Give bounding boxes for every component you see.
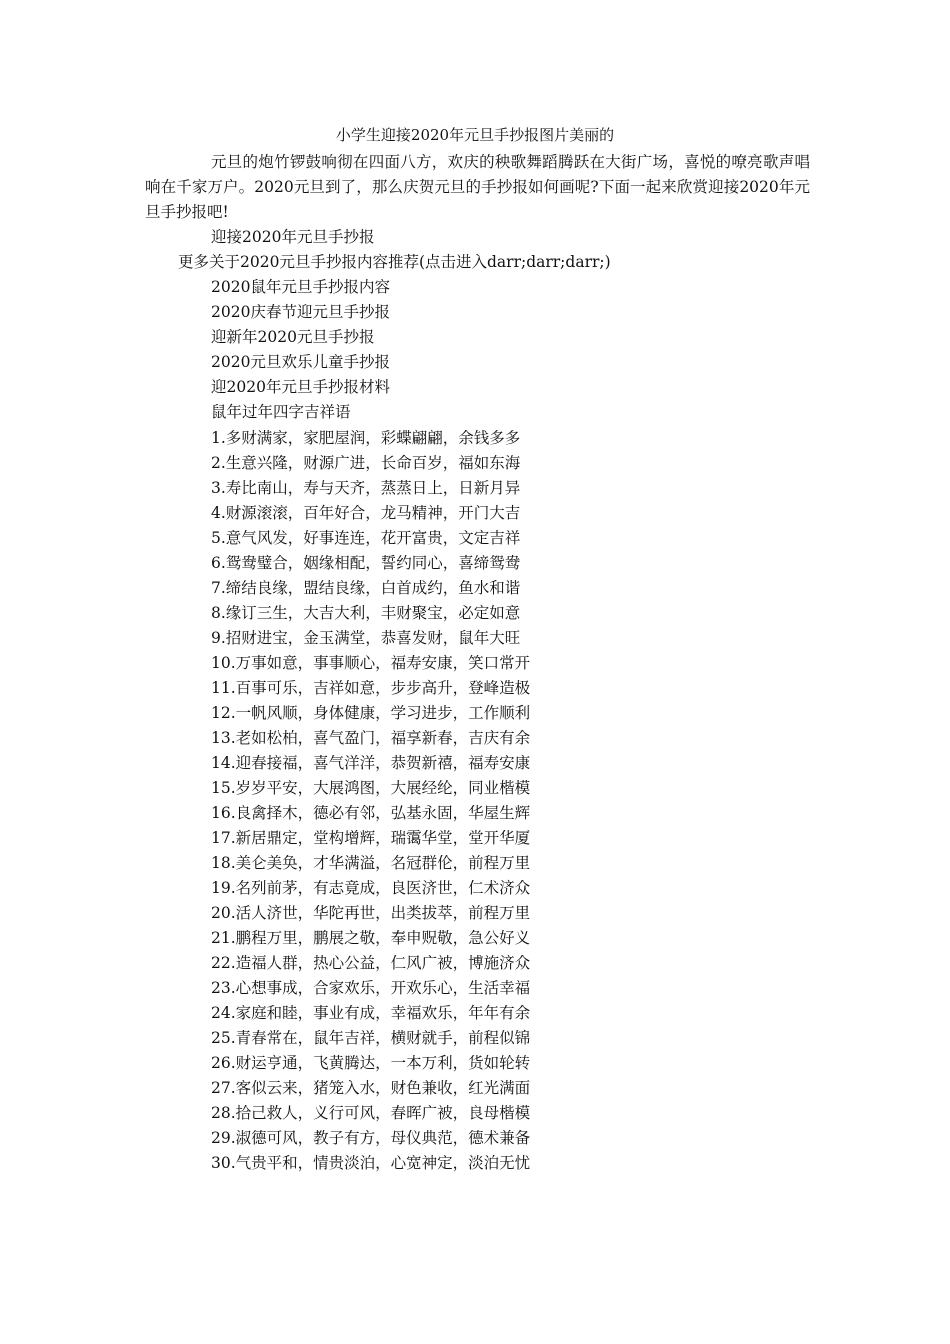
blessing-item: 7.缔结良缘，盟结良缘，白首成约，鱼水和谐 [211, 579, 521, 597]
related-link-1[interactable]: 2020鼠年元旦手抄报内容 [211, 278, 390, 296]
blessing-item: 10.万事如意，事事顺心，福寿安康，笑口常开 [211, 654, 531, 672]
blessing-item: 30.气贵平和，情贵淡泊，心宽神定，淡泊无忧 [211, 1154, 531, 1172]
intro-paragraph: 元旦的炮竹锣鼓响彻在四面八方，欢庆的秧歌舞蹈腾跃在大街广场，喜悦的嘹亮歌声唱响在千家万户。2020元旦到了，那么庆贺元旦的手抄报如何画呢?下面一起来欣赏迎接2020年元旦手抄报吧! [145, 153, 810, 221]
blessing-item: 20.活人济世，华陀再世，出类拔萃，前程万里 [211, 904, 531, 922]
blessing-item: 17.新居鼎定，堂构增辉，瑞霭华堂，堂开华厦 [211, 829, 531, 847]
blessing-item: 21.鹏程万里，鹏展之敬，奉申贶敬，急公好义 [211, 929, 531, 947]
blessing-item: 1.多财满家，家肥屋润，彩蝶翩翩，余钱多多 [211, 429, 521, 447]
more-recommendations-label: 更多关于2020元旦手抄报内容推荐(点击进入darr;darr;darr;) [178, 253, 611, 271]
blessing-item: 3.寿比南山，寿与天齐，蒸蒸日上，日新月异 [211, 479, 521, 497]
blessing-item: 13.老如松柏，喜气盈门，福享新春，吉庆有余 [211, 729, 531, 747]
related-link-5[interactable]: 迎2020年元旦手抄报材料 [211, 378, 390, 396]
blessing-item: 12.一帆风顺，身体健康，学习进步，工作顺利 [211, 704, 531, 722]
related-link-3[interactable]: 迎新年2020元旦手抄报 [211, 328, 375, 346]
blessing-item: 24.家庭和睦，事业有成，幸福欢乐，年年有余 [211, 1004, 531, 1022]
blessing-item: 11.百事可乐，吉祥如意，步步高升，登峰造极 [211, 679, 531, 697]
blessing-item: 2.生意兴隆，财源广进，长命百岁，福如东海 [211, 454, 521, 472]
blessing-item: 26.财运亨通，飞黄腾达，一本万利，货如轮转 [211, 1054, 531, 1072]
blessing-item: 27.客似云来，猪笼入水，财色兼收，红光满面 [211, 1079, 531, 1097]
heading-newyear-poster: 迎接2020年元旦手抄报 [211, 228, 375, 246]
blessing-item: 29.淑德可风，教子有方，母仪典范，德术兼备 [211, 1129, 531, 1147]
blessing-item: 16.良禽择木，德必有邻，弘基永固，华屋生辉 [211, 804, 531, 822]
blessing-item: 14.迎春接福，喜气洋洋，恭贺新禧，福寿安康 [211, 754, 531, 772]
blessing-item: 9.招财进宝，金玉满堂，恭喜发财，鼠年大旺 [211, 629, 521, 647]
blessing-item: 4.财源滚滚，百年好合，龙马精神，开门大吉 [211, 504, 521, 522]
blessings-list [211, 426, 530, 1176]
section-heading: 鼠年过年四字吉祥语 [211, 403, 351, 421]
blessing-item: 18.美仑美奂，才华满溢，名冠群伦，前程万里 [211, 854, 531, 872]
blessing-item: 22.造福人群，热心公益，仁风广被，博施济众 [211, 954, 531, 972]
blessing-item: 5.意气风发，好事连连，花开富贵，文定吉祥 [211, 529, 521, 547]
blessing-item: 6.鸳鸯璧合，姻缘相配，誓约同心，喜缔鸳鸯 [211, 554, 521, 572]
blessing-item: 15.岁岁平安，大展鸿图，大展经纶，同业楷模 [211, 779, 531, 797]
document-title: 小学生迎接2020年元旦手抄报图片美丽的 [335, 126, 615, 144]
blessing-item: 23.心想事成，合家欢乐，开欢乐心，生活幸福 [211, 979, 531, 997]
blessing-item: 19.名列前茅，有志竟成，良医济世，仁术济众 [211, 879, 531, 897]
related-link-2[interactable]: 2020庆春节迎元旦手抄报 [211, 303, 390, 321]
blessing-item: 25.青春常在，鼠年吉祥，横财就手，前程似锦 [211, 1029, 531, 1047]
blessing-item: 8.缘订三生，大吉大利，丰财聚宝，必定如意 [211, 604, 521, 622]
related-link-4[interactable]: 2020元旦欢乐儿童手抄报 [211, 353, 390, 371]
blessing-item: 28.拾己救人，义行可风，春晖广被，良母楷模 [211, 1104, 531, 1122]
